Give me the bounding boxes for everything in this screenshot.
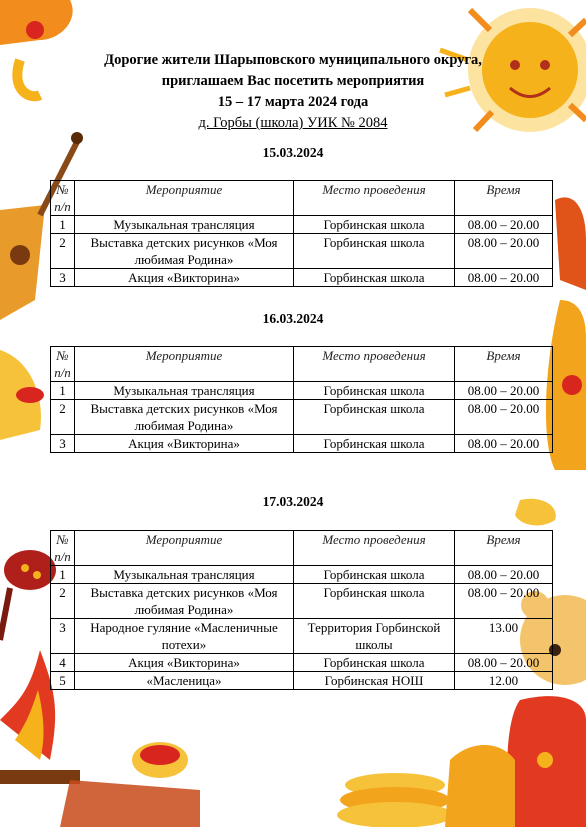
row-venue: Территория Горбинской школы [294, 619, 455, 654]
schedule-table [50, 346, 553, 453]
table-header-row [51, 531, 553, 566]
row-time: 08.00 – 20.00 [455, 216, 553, 234]
row-num: 3 [51, 435, 75, 453]
row-num: 2 [51, 400, 75, 435]
row-event: «Масленица» [75, 672, 294, 690]
row-venue: Горбинская школа [294, 400, 455, 435]
header-dates: 15 – 17 марта 2024 года [217, 94, 369, 110]
row-num: 2 [51, 584, 75, 619]
row-num: 3 [51, 269, 75, 287]
header-greeting: Дорогие жители Шарыповского муниципального округа, [104, 52, 482, 68]
col-time-header: Время [455, 531, 553, 566]
header [0, 50, 586, 134]
table-header-row [51, 181, 553, 216]
table-row [51, 400, 553, 435]
schedule-table [50, 530, 553, 690]
row-event: Выставка детских рисунков «Моя любимая Родина» [75, 400, 294, 435]
col-event-header: Мероприятие [75, 181, 294, 216]
col-venue-header: Место проведения [294, 181, 455, 216]
table-row [51, 382, 553, 400]
table-row [51, 566, 553, 584]
table-row [51, 234, 553, 269]
col-num-header: № п/п [51, 347, 75, 382]
col-event-header: Мероприятие [75, 347, 294, 382]
row-time: 08.00 – 20.00 [455, 435, 553, 453]
col-num-header: № п/п [51, 181, 75, 216]
table-row [51, 619, 553, 654]
row-time: 08.00 – 20.00 [455, 400, 553, 435]
table-row [51, 269, 553, 287]
table-row [51, 584, 553, 619]
row-venue: Горбинская школа [294, 654, 455, 672]
row-event: Выставка детских рисунков «Моя любимая Родина» [75, 234, 294, 269]
col-time-header: Время [455, 181, 553, 216]
table-row [51, 435, 553, 453]
row-num: 1 [51, 216, 75, 234]
row-num: 4 [51, 654, 75, 672]
table-row [51, 654, 553, 672]
col-num-header: № п/п [51, 531, 75, 566]
row-time: 08.00 – 20.00 [455, 654, 553, 672]
row-time: 08.00 – 20.00 [455, 269, 553, 287]
row-venue: Горбинская школа [294, 566, 455, 584]
row-venue: Горбинская НОШ [294, 672, 455, 690]
row-event: Музыкальная трансляция [75, 382, 294, 400]
row-time: 12.00 [455, 672, 553, 690]
row-num: 1 [51, 566, 75, 584]
col-time-header: Время [455, 347, 553, 382]
header-place: д. Горбы (школа) УИК № 2084 [198, 115, 388, 131]
date-heading: 16.03.2024 [262, 311, 324, 326]
row-event: Музыкальная трансляция [75, 216, 294, 234]
row-time: 08.00 – 20.00 [455, 234, 553, 269]
row-event: Выставка детских рисунков «Моя любимая Родина» [75, 584, 294, 619]
row-venue: Горбинская школа [294, 234, 455, 269]
row-time: 08.00 – 20.00 [455, 566, 553, 584]
spoons-icon [0, 550, 56, 640]
row-venue: Горбинская школа [294, 584, 455, 619]
date-heading: 15.03.2024 [262, 145, 324, 160]
row-venue: Горбинская школа [294, 269, 455, 287]
date-heading: 17.03.2024 [262, 494, 324, 509]
row-event: Акция «Викторина» [75, 654, 294, 672]
row-time: 08.00 – 20.00 [455, 382, 553, 400]
row-time: 08.00 – 20.00 [455, 584, 553, 619]
row-time: 13.00 [455, 619, 553, 654]
col-venue-header: Место проведения [294, 347, 455, 382]
col-venue-header: Место проведения [294, 531, 455, 566]
row-num: 3 [51, 619, 75, 654]
header-invitation: приглашаем Вас посетить мероприятия [161, 73, 425, 89]
row-venue: Горбинская школа [294, 382, 455, 400]
table-row [51, 216, 553, 234]
table-row [51, 672, 553, 690]
row-event: Музыкальная трансляция [75, 566, 294, 584]
row-num: 1 [51, 382, 75, 400]
row-event: Акция «Викторина» [75, 269, 294, 287]
row-event: Народное гуляние «Масленичные потехи» [75, 619, 294, 654]
row-num: 5 [51, 672, 75, 690]
col-event-header: Мероприятие [75, 531, 294, 566]
schedule-table [50, 180, 553, 287]
table-header-row [51, 347, 553, 382]
row-venue: Горбинская школа [294, 435, 455, 453]
row-num: 2 [51, 234, 75, 269]
row-venue: Горбинская школа [294, 216, 455, 234]
row-event: Акция «Викторина» [75, 435, 294, 453]
